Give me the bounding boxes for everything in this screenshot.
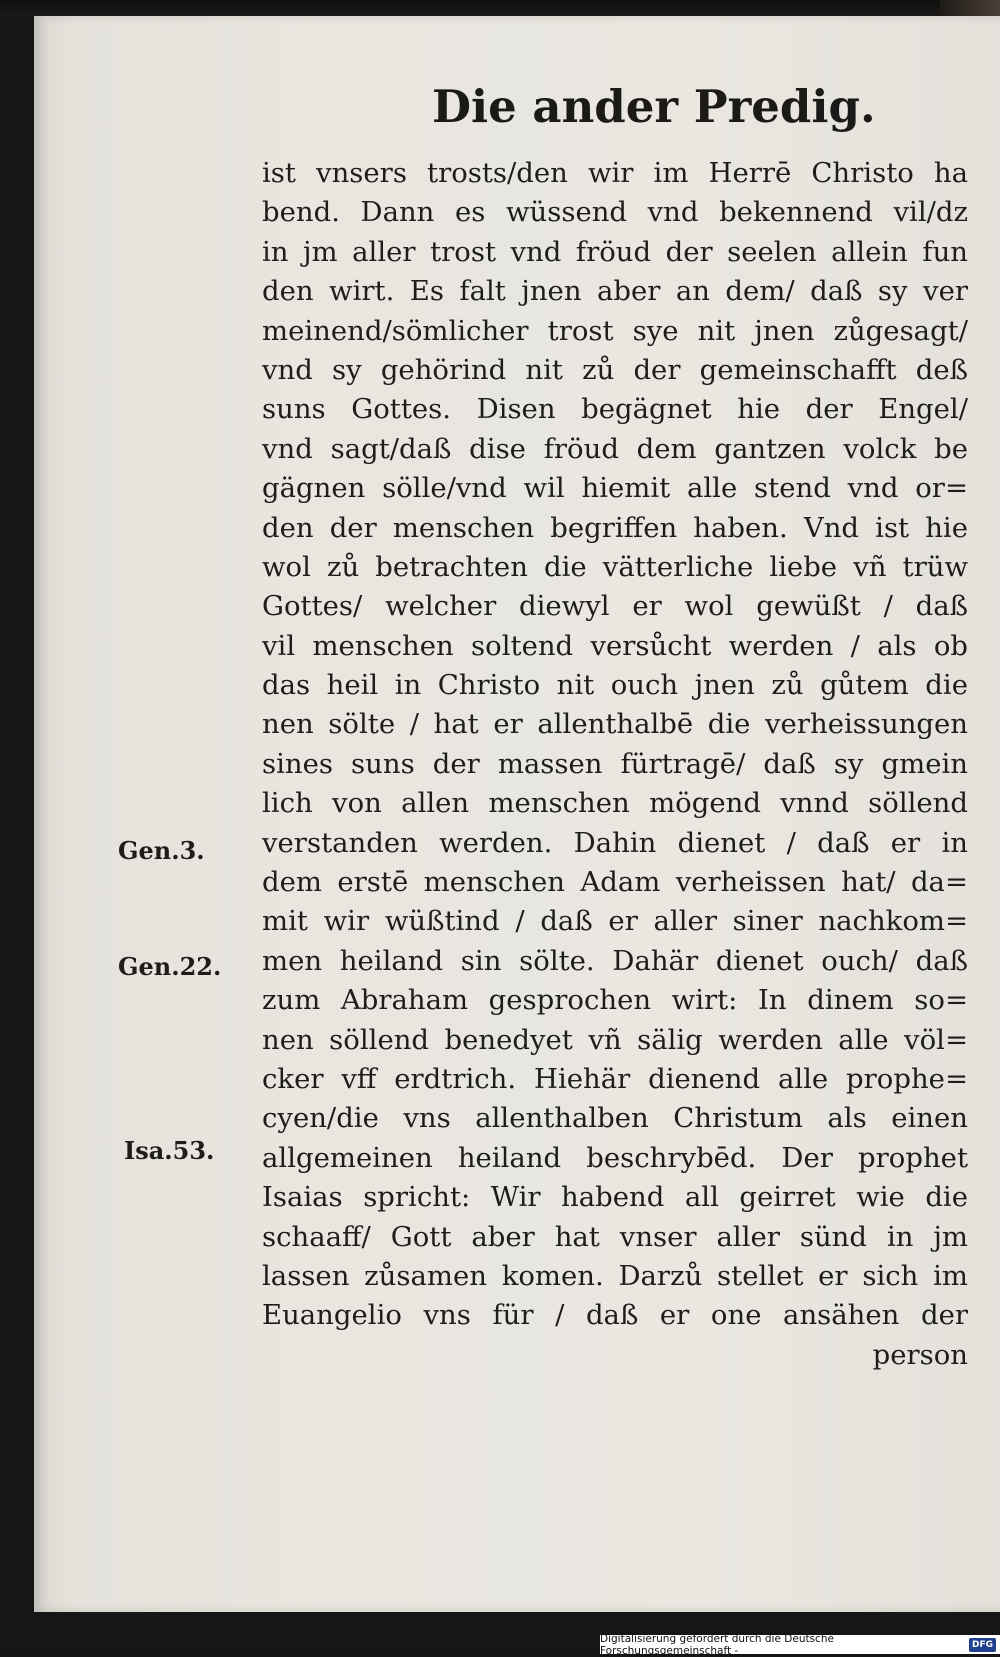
text-line: allgemeinen heiland beschrybēd. Der prophet <box>262 1141 968 1174</box>
text-line: vnd sagt/daß dise fröud dem gantzen volck be <box>262 432 968 465</box>
text-line: nen sölte / hat er allenthalbē die verheissungen <box>262 708 968 741</box>
text-line: nen söllend benedyet vñ sälig werden alle völ= <box>262 1023 968 1056</box>
footer-credit-text: Digitalisierung gefördert durch die Deutsche Forschungsgemeinschaft - <box>600 1632 834 1657</box>
text-line: cker vff erdtrich. Hiehär dienend alle prophe= <box>262 1062 968 1095</box>
digitization-footer <box>600 1632 1000 1657</box>
text-line: cyen/die vns allenthalben Christum als einen <box>262 1102 968 1135</box>
text-line: bend. Dann es wüssend vnd bekennend vil/dz <box>262 196 968 229</box>
text-line: verstanden werden. Dahin dienet / daß er in <box>262 826 968 859</box>
text-line: vnd sy gehörind nit zů der gemeinschafft deß <box>262 353 968 386</box>
text-line: suns Gottes. Disen begägnet hie der Engel/ <box>262 393 968 426</box>
dfg-logo: DFG <box>969 1638 996 1652</box>
text-line: lich von allen menschen mögend vnnd söllend <box>262 787 968 820</box>
text-line: mit wir wüßtind / daß er aller siner nachkom= <box>262 905 968 938</box>
text-line: dem erstē menschen Adam verheissen hat/ da= <box>262 866 968 899</box>
text-line: den der menschen begriffen haben. Vnd ist hie <box>262 511 968 544</box>
text-line: zum Abraham gesprochen wirt: In dinem so= <box>262 984 968 1017</box>
text-line: das heil in Christo nit ouch jnen zů gůtem die <box>262 669 968 702</box>
text-line: den wirt. Es falt jnen aber an dem/ daß sy ver <box>262 275 968 308</box>
margin-note-gen22: Gen.22. <box>118 952 222 981</box>
text-line: meinend/sömlicher trost sye nit jnen zůgesagt/ <box>262 314 968 347</box>
text-line: vil menschen soltend versůcht werden / als ob <box>262 629 968 662</box>
text-line: person <box>872 1338 968 1371</box>
text-line: wol zů betrachten die vätterliche liebe vñ trüw <box>262 550 968 583</box>
text-line: in jm aller trost vnd fröud der seelen allein fun <box>262 235 968 268</box>
margin-note-gen3: Gen.3. <box>118 836 205 865</box>
text-line: lassen zůsamen komen. Darzů stellet er sich im <box>262 1259 968 1292</box>
text-line: ist vnsers trosts/den wir im Herrē Christo ha <box>262 157 968 189</box>
text-line: sines suns der massen fürtragē/ daß sy gmein <box>262 747 968 780</box>
text-line: men heiland sin sölte. Dahär dienet ouch/ daß <box>262 944 968 977</box>
scanner-top-edge <box>0 0 1000 16</box>
margin-note-isa53: Isa.53. <box>124 1136 215 1165</box>
text-line: schaaff/ Gott aber hat vnser aller sünd in jm <box>262 1220 968 1253</box>
body-text <box>262 154 968 1375</box>
text-line: Euangelio vns für / daß er one ansähen der <box>262 1299 968 1332</box>
text-line: gägnen sölle/vnd wil hiemit alle stend vnd or= <box>262 472 968 505</box>
text-line: Isaias spricht: Wir habend all geirret wie die <box>262 1181 968 1214</box>
text-line: Gottes/ welcher diewyl er wol gewüßt / daß <box>262 590 968 623</box>
page-header: Die ander Predig. <box>432 80 876 133</box>
